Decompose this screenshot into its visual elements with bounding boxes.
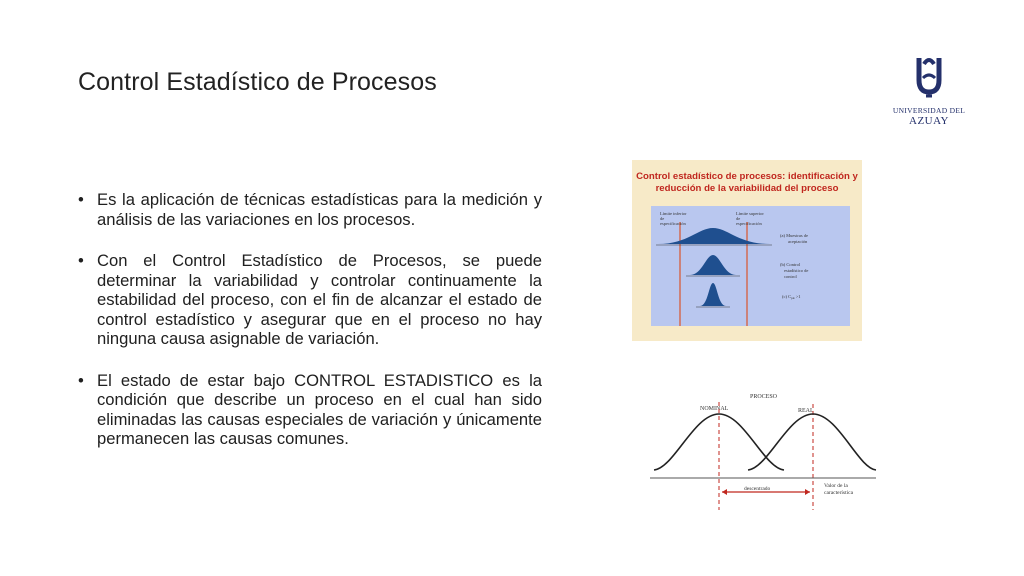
lower-limit-label-2: de <box>660 216 665 221</box>
university-logo <box>886 50 972 134</box>
figure1-diagram <box>632 160 862 341</box>
figure1-title-line1: Control estadístico de procesos: identificación y <box>636 171 858 182</box>
lower-limit-label-1: Límite inferior <box>660 211 687 216</box>
real-curve <box>748 414 876 470</box>
logo-university-line: UNIVERSIDAD DEL <box>892 106 966 115</box>
process-offset-figure <box>646 386 878 514</box>
figure2-diagram <box>646 386 878 514</box>
value-label-1: Valor de la <box>824 483 848 489</box>
figure1-title-line2: reducción de la variabilidad del proceso <box>655 183 839 194</box>
upper-limit-label-2: de <box>736 216 741 221</box>
bullet-item-variability: • Con el Control Estadístico de Procesos, se puede determinar la variabilidad y controlar continuamente la estabilidad del proceso, con el fin de alcanzar el estado de control estadístico y asegurar que en el proceso no hay ninguna causa asignable de variación. <box>78 251 542 349</box>
label-a-2: aceptación <box>788 239 808 244</box>
lower-limit-label-3: especificación <box>660 221 686 226</box>
real-label: REAL <box>798 408 814 414</box>
nominal-label: NOMINAL <box>700 406 729 412</box>
bullet-list <box>78 190 542 471</box>
upper-limit-label-1: Límite superior <box>736 211 764 216</box>
logo-azuay-line: AZUAY <box>909 115 949 127</box>
label-b-1: (b) Control <box>780 262 801 267</box>
offset-label: descentrado <box>744 486 771 492</box>
upper-limit-label-3: especificación <box>736 221 762 226</box>
label-b-3: control <box>784 274 797 279</box>
process-control-figure <box>632 160 862 341</box>
label-a-1: (a) Muestras de <box>780 233 808 238</box>
university-emblem-icon <box>886 50 972 106</box>
bullet-item-statistical-control: • El estado de estar bajo CONTROL ESTADISTICO es la condición que describe un proceso en el cual han sido eliminadas las causas especiales de variación y únicamente permanecen las causas comunes. <box>78 371 542 449</box>
slide-title: Control Estadístico de Procesos <box>78 68 437 96</box>
label-b-2: estadístico de <box>784 268 809 273</box>
bullet-item-definition: • Es la aplicación de técnicas estadísticas para la medición y análisis de las variaciones en los procesos. <box>78 190 542 229</box>
process-label: PROCESO <box>750 394 778 400</box>
label-c: (c) $C_{pk} >1$ <box>782 294 801 300</box>
value-label-2: característica <box>824 490 854 496</box>
